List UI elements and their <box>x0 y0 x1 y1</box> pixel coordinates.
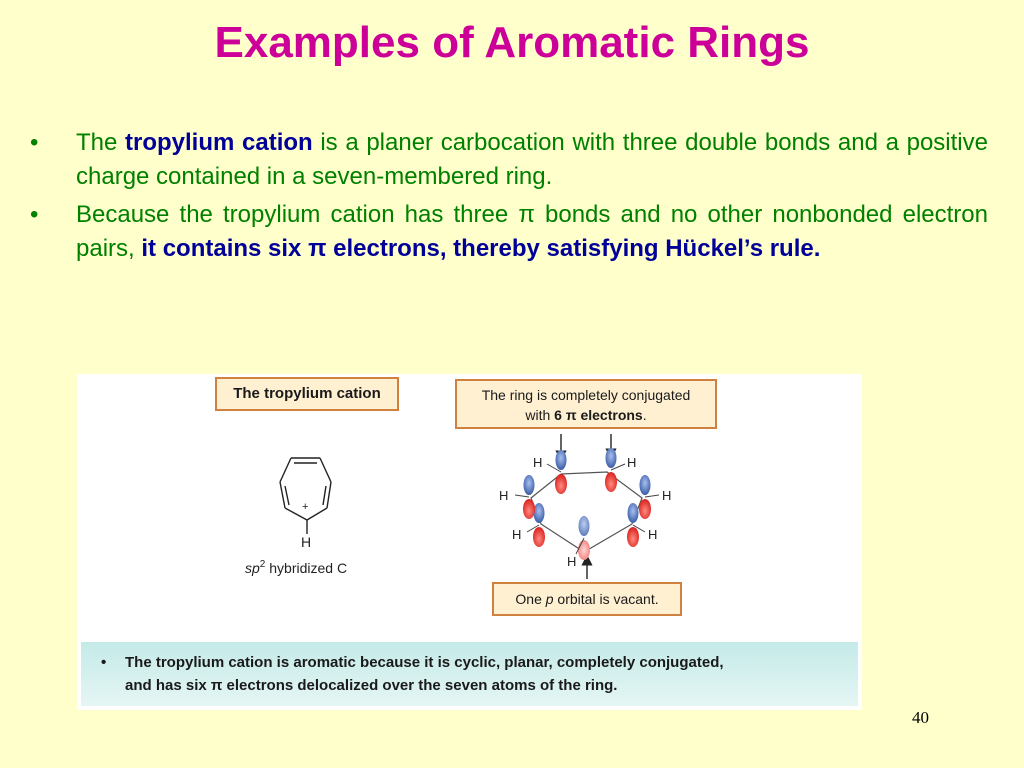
h-atom-label: H <box>567 554 577 569</box>
label-vacant-pre: One <box>515 591 546 607</box>
bullet-2-emphasis: it contains six π electrons, thereby satisfying Hückel’s rule. <box>141 235 821 262</box>
label-vacant-italic: p <box>545 591 554 607</box>
ring-bond <box>320 458 331 482</box>
bullet-dot: • <box>30 201 39 228</box>
slide-title: Examples of Aromatic Rings <box>214 18 810 67</box>
h-atom-label: H <box>301 534 312 550</box>
ring-bond <box>280 482 285 508</box>
sp2-label: $sp^2$ hybridized C <box>245 559 348 576</box>
bullet-dot: • <box>30 129 39 156</box>
label-conjugated-bold: 6 π electrons <box>554 407 643 423</box>
bullet-2-pre: Because the tropylium cation has three π bonds and no other nonbonded electron pairs, <box>76 201 988 262</box>
ring-bond <box>327 482 331 508</box>
bullet-1-emphasis: tropylium cation <box>125 129 313 156</box>
label-tropylium-cation: The tropylium cation <box>215 377 399 411</box>
bullet-item-2 <box>30 198 988 266</box>
figure-caption <box>81 642 858 706</box>
tropylium-figure <box>77 374 862 710</box>
ring-bond <box>280 458 291 482</box>
caption-line-2: and has six π electrons delocalized over the seven atoms of the ring. <box>125 677 618 694</box>
bullet-item-1 <box>30 126 988 194</box>
bullet-text <box>76 198 988 266</box>
h-atom-label: H <box>499 488 509 503</box>
caption-line-1: The tropylium cation is aromatic because it is cyclic, planar, completely conjugated, <box>125 654 724 671</box>
h-atom-label: H <box>662 488 672 503</box>
h-atom-label: H <box>533 455 543 470</box>
orbital-ring <box>499 434 671 579</box>
label-conjugated-post: . <box>642 407 647 423</box>
bullet-text <box>76 126 988 194</box>
ring-bond-double <box>285 486 289 505</box>
ring-bond <box>307 508 327 520</box>
caption-bullet: • <box>101 654 107 671</box>
tropylium-ring-structure <box>280 458 331 534</box>
h-atom-label: H <box>512 527 522 542</box>
ring-backbone <box>531 472 642 552</box>
h-atom-label: H <box>627 455 637 470</box>
label-vacant-post: orbital is vacant. <box>553 591 659 607</box>
page-number: 40 <box>912 708 929 727</box>
ring-bond-double <box>323 486 326 505</box>
plus-sign: + <box>302 501 309 513</box>
h-atom-label: H <box>648 527 658 542</box>
structure-drawing <box>77 374 862 642</box>
bullet-list <box>30 126 988 270</box>
label-ring-conjugated-line1: The ring is completely conjugated <box>481 387 691 403</box>
bullet-1-post: is a planer carbocation with three double bonds and a positive charge contained in a seven-membered ring. <box>76 129 988 190</box>
label-conjugated-pre: with <box>525 407 555 423</box>
bullet-1-pre: The <box>76 129 126 156</box>
